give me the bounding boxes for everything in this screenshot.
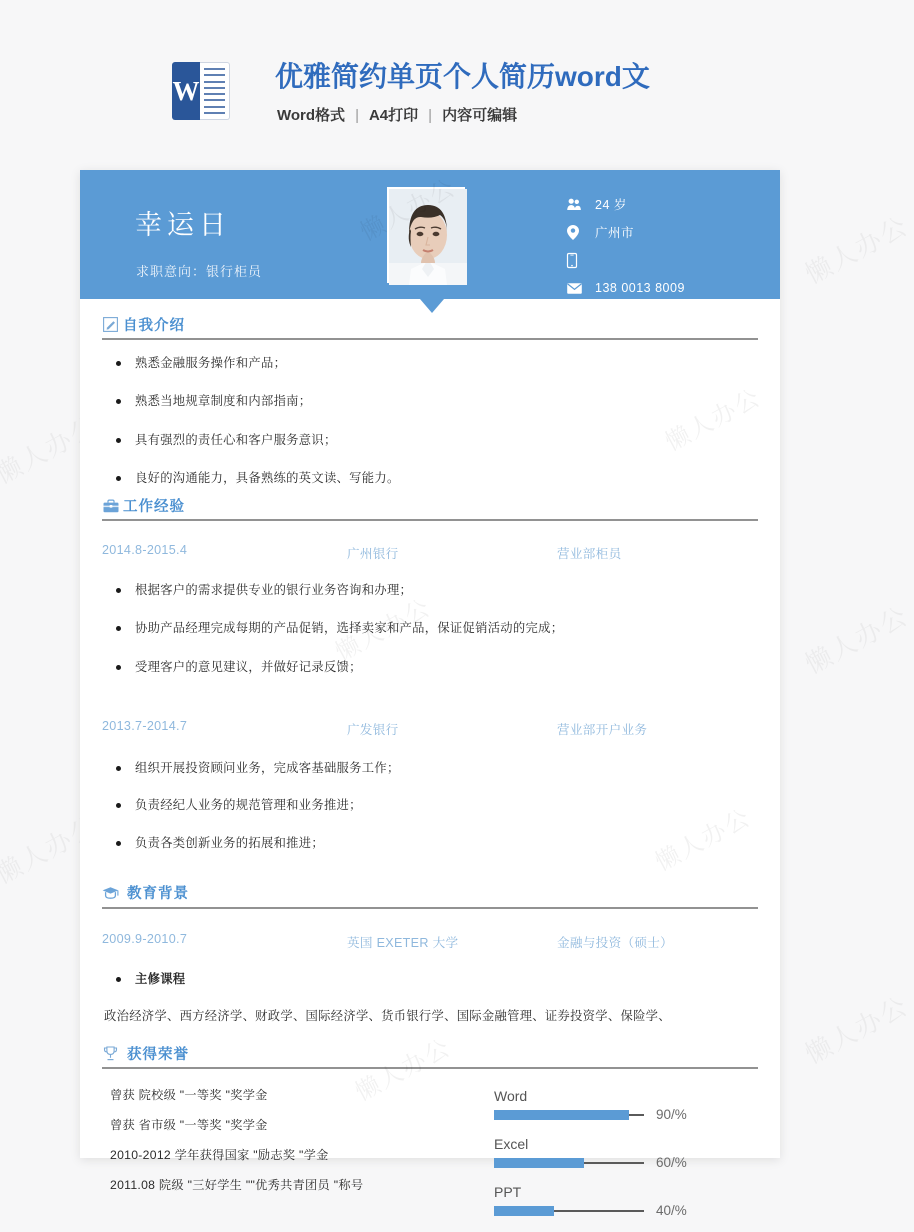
list-item: 组织开展投资顾问业务，完成客基础服务工作； xyxy=(102,762,758,774)
work-bullet-list xyxy=(102,584,758,673)
section-divider xyxy=(102,907,758,909)
briefcase-icon xyxy=(102,497,119,514)
skill-value: 90/% xyxy=(656,1107,687,1123)
section-title: 工作经验 xyxy=(123,498,185,515)
list-item: 2010-2012 学年获得国家 "励志奖 "学金 xyxy=(110,1148,329,1163)
honors-and-skills-row xyxy=(102,1086,758,1232)
section-title: 教育背景 xyxy=(127,886,189,903)
envelope-icon xyxy=(567,283,587,294)
education-entry-header xyxy=(102,932,758,951)
location-pin-icon xyxy=(567,225,587,240)
contact-phone-number xyxy=(567,278,685,298)
skill-bar-row xyxy=(494,1203,758,1218)
people-icon xyxy=(567,198,587,211)
mobile-phone-icon xyxy=(567,253,587,268)
contact-phone-value: 138 0013 8009 xyxy=(595,281,685,295)
work-company: 广发银行 xyxy=(347,723,399,738)
section-self-introduction xyxy=(102,316,758,484)
list-item: 2011.08 院级 "三好学生 ""优秀共青团员 "称号 xyxy=(110,1178,364,1193)
skill-bar-row xyxy=(494,1107,758,1122)
page-subtitle xyxy=(277,104,517,125)
page-header xyxy=(0,0,860,160)
header-arrow-indicator xyxy=(420,299,444,313)
work-entry-header xyxy=(102,543,758,562)
meta-editable: 内容可编辑 xyxy=(442,107,518,124)
skill-track xyxy=(494,1114,644,1116)
list-item: 负责各类创新业务的拓展和推进； xyxy=(102,837,758,849)
skill-name: PPT xyxy=(494,1184,522,1201)
work-period: 2013.7-2014.7 xyxy=(102,719,188,734)
candidate-photo xyxy=(387,187,465,283)
contact-city-value: 广州市 xyxy=(595,226,635,240)
skill-value: 40/% xyxy=(656,1203,687,1219)
skill-track xyxy=(494,1210,644,1212)
work-role: 营业部柜员 xyxy=(557,547,622,562)
section-header xyxy=(102,497,758,517)
work-entry-header xyxy=(102,719,758,738)
skill-item xyxy=(494,1088,758,1122)
contact-age-value: 24 岁 xyxy=(595,198,627,212)
pencil-square-icon xyxy=(102,316,119,333)
section-honors xyxy=(102,1045,758,1232)
page-title: 优雅简约单页个人简历word文 xyxy=(275,61,650,92)
section-header xyxy=(102,1045,758,1065)
list-item: 曾获 院校级 "一等奖 "奖学金 xyxy=(110,1088,268,1103)
section-divider xyxy=(102,519,758,521)
skill-name: Word xyxy=(494,1088,528,1105)
section-divider xyxy=(102,1067,758,1069)
list-item: 熟悉金融服务操作和产品； xyxy=(102,357,758,369)
education-courses: 政治经济学、西方经济学、财政学、国际经济学、货币银行学、国际金融管理、证券投资学、保险学、 xyxy=(104,1009,671,1024)
section-header xyxy=(102,316,758,336)
list-item: 根据客户的需求提供专业的银行业务咨询和办理； xyxy=(102,584,758,596)
list-item: 曾获 省市级 "一等奖 "奖学金 xyxy=(110,1118,268,1133)
list-item: 受理客户的意见建议，并做好记录反馈； xyxy=(102,661,758,673)
job-objective: 求职意向：银行柜员 xyxy=(136,264,263,279)
contact-mobile xyxy=(567,250,685,270)
skill-track xyxy=(494,1162,644,1164)
resume-card xyxy=(80,170,780,1219)
graduation-cap-icon xyxy=(102,885,119,902)
meta-separator: | xyxy=(428,107,433,124)
resume-header xyxy=(80,170,780,299)
portrait-illustration xyxy=(389,189,467,285)
skill-fill xyxy=(494,1158,584,1168)
education-school: 英国 EXETER 大学 xyxy=(347,935,459,950)
candidate-name: 幸运日 xyxy=(135,210,231,240)
watermark-text xyxy=(798,596,914,681)
word-logo-lines xyxy=(200,62,230,120)
education-period: 2009.9-2010.7 xyxy=(102,931,188,946)
contact-list xyxy=(567,194,685,298)
section-title: 获得荣誉 xyxy=(127,1046,189,1063)
skill-name: Excel xyxy=(494,1136,529,1153)
watermark-text xyxy=(798,986,914,1071)
work-bullet-list xyxy=(102,762,758,849)
education-major: 金融与投资（硕士） xyxy=(557,935,674,950)
list-item: 协助产品经理完成每期的产品促销，选择卖家和产品，保证促销活动的完成； xyxy=(102,622,758,634)
list-item: 具有强烈的责任心和客户服务意识； xyxy=(102,434,758,446)
work-period: 2014.8-2015.4 xyxy=(102,543,188,558)
meta-separator: | xyxy=(355,107,359,124)
trophy-icon xyxy=(102,1045,119,1062)
list-item: 良好的沟通能力，具备熟练的英文读、写能力。 xyxy=(102,472,758,484)
skill-value: 60/% xyxy=(656,1155,687,1171)
meta-print: A4打印 xyxy=(368,107,419,124)
section-education xyxy=(102,885,758,1024)
resume-body xyxy=(80,316,780,1232)
list-item: 负责经纪人业务的规范管理和业务推进； xyxy=(102,799,758,811)
watermark-text xyxy=(798,206,914,291)
skills-list xyxy=(482,1086,758,1232)
skill-fill xyxy=(494,1206,554,1216)
skill-item xyxy=(494,1136,758,1170)
meta-format: Word格式 xyxy=(277,107,346,124)
section-header xyxy=(102,885,758,905)
education-bullet-list xyxy=(102,973,758,985)
word-logo-letter: W xyxy=(172,62,200,120)
list-item: 主修课程 xyxy=(102,973,758,985)
work-company: 广州银行 xyxy=(347,547,399,562)
work-role: 营业部开户业务 xyxy=(557,723,648,738)
skill-item xyxy=(494,1184,758,1218)
intro-bullet-list xyxy=(102,357,758,484)
contact-city xyxy=(567,222,685,242)
section-divider xyxy=(102,338,758,340)
skill-bar-row xyxy=(494,1155,758,1170)
list-item: 熟悉当地规章制度和内部指南； xyxy=(102,395,758,407)
contact-age xyxy=(567,194,685,214)
word-document-icon xyxy=(172,62,230,120)
honors-list xyxy=(102,1086,482,1232)
section-title: 自我介绍 xyxy=(123,317,185,334)
section-work-experience xyxy=(102,497,758,849)
skill-fill xyxy=(494,1110,629,1120)
